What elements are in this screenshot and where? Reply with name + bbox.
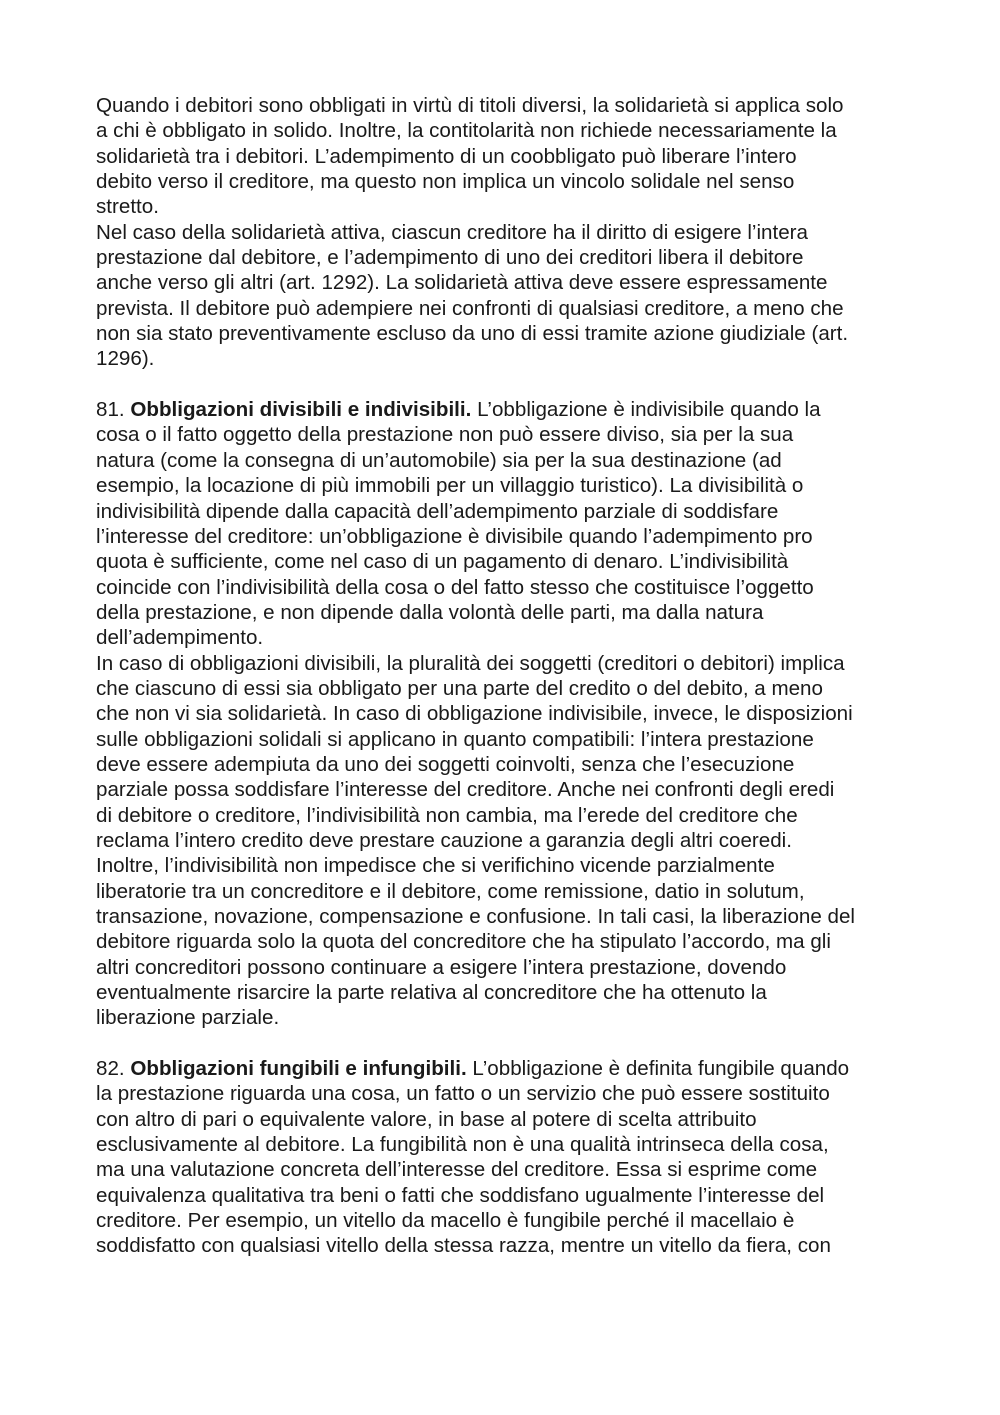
text-line: soddisfatto con qualsiasi vitello della stessa razza, mentre un vitello da fiera, con — [96, 1234, 831, 1258]
text-line: equivalenza qualitativa tra beni o fatti che soddisfano ugualmente l’interesse del — [96, 1183, 825, 1207]
text-line: parziale possa soddisfare l’interesse del creditore. Anche nei confronti degli eredi — [96, 778, 835, 802]
text-line: solidarietà tra i debitori. L’adempimento di un coobbligato può liberare l’intero — [96, 144, 797, 168]
text-line: non sia stato preventivamente escluso da uno di essi tramite azione giudiziale (art. — [96, 322, 849, 346]
text-line: esempio, la locazione di più immobili per un villaggio turistico). La divisibilità o — [96, 474, 804, 498]
text-line: natura (come la consegna di un’automobile) sia per la sua destinazione (ad — [96, 448, 782, 472]
text-line: di debitore o creditore, l’indivisibilità non cambia, ma l’erede del creditore che — [96, 803, 798, 827]
paragraph-spacer — [96, 372, 916, 397]
document-page — [96, 93, 916, 1259]
text-line: quota è sufficiente, come nel caso di un pagamento di denaro. L’indivisibilità — [96, 550, 789, 574]
text-line: a chi è obbligato in solido. Inoltre, la contitolarità non richiede necessariamente la — [96, 119, 837, 143]
text-line: dell’adempimento. — [96, 626, 264, 650]
section-82-first-line — [96, 1056, 916, 1081]
text-line: creditore. Per esempio, un vitello da macello è fungibile perché il macellaio è — [96, 1209, 795, 1233]
text-line: prevista. Il debitore può adempiere nei confronti di qualsiasi creditore, a meno che — [96, 296, 844, 320]
section-82-first-line-text: L’obbligazione è definita fungibile quando — [466, 1057, 850, 1081]
text-line: della prestazione, e non dipende dalla volontà delle parti, ma dalla natura — [96, 600, 764, 624]
section-82 — [96, 1056, 916, 1259]
text-line: liberazione parziale. — [96, 1006, 280, 1030]
text-line: prestazione dal debitore, e l’adempimento di uno dei creditori libera il debitore — [96, 246, 804, 270]
text-line: eventualmente risarcire la parte relativa al concreditore che ha ottenuto la — [96, 981, 767, 1005]
text-line: l’interesse del creditore: un’obbligazione è divisibile quando l’adempimento pro — [96, 524, 813, 548]
text-line: coincide con l’indivisibilità della cosa o del fatto stesso che costituisce l’oggetto — [96, 575, 814, 599]
text-line: reclama l’intero credito deve prestare cauzione a garanzia degli altri coeredi. — [96, 828, 792, 852]
text-line: con altro di pari o equivalente valore, in base al potere di scelta attribuito — [96, 1107, 757, 1131]
text-line: sulle obbligazioni solidali si applicano in quanto compatibili: l’intera prestazione — [96, 727, 814, 751]
text-line: In caso di obbligazioni divisibili, la pluralità dei soggetti (creditori o debitori) implica — [96, 651, 845, 675]
text-line: Inoltre, l’indivisibilità non impedisce che si verifichino vicende parzialmente — [96, 854, 775, 878]
section-81-number: 81. — [96, 398, 131, 422]
section-82-number: 82. — [96, 1057, 131, 1081]
section-81-first-line — [96, 397, 916, 422]
text-line: anche verso gli altri (art. 1292). La solidarietà attiva deve essere espressamente — [96, 271, 828, 295]
text-line: che non vi sia solidarietà. In caso di obbligazione indivisibile, invece, le disposizioni — [96, 702, 853, 726]
text-line: altri concreditori possono continuare a esigere l’intera prestazione, dovendo — [96, 955, 787, 979]
text-line: che ciascuno di essi sia obbligato per una parte del credito o del debito, a meno — [96, 676, 823, 700]
text-line: transazione, novazione, compensazione e confusione. In tali casi, la liberazione del — [96, 905, 856, 928]
text-line: ma una valutazione concreta dell’interesse del creditore. Essa si esprime come — [96, 1158, 818, 1182]
text-line: cosa o il fatto oggetto della prestazione non può essere diviso, sia per la sua — [96, 423, 794, 447]
text-line: la prestazione riguarda una cosa, un fatto o un servizio che può essere sostituito — [96, 1082, 830, 1106]
paragraph-spacer — [96, 1031, 916, 1056]
section-81-first-line-text: L’obbligazione è indivisibile quando la — [471, 398, 821, 422]
text-line: Nel caso della solidarietà attiva, ciascun creditore ha il diritto di esigere l’intera — [96, 220, 808, 244]
text-line: 1296). — [96, 347, 155, 371]
text-line: Quando i debitori sono obbligati in virtù di titoli diversi, la solidarietà si applica solo — [96, 94, 844, 117]
text-line: debito verso il creditore, ma questo non implica un vincolo solidale nel senso — [96, 170, 795, 194]
text-line: esclusivamente al debitore. La fungibilità non è una qualità intrinseca della cosa, — [96, 1133, 829, 1157]
text-line: stretto. — [96, 195, 159, 219]
text-line: indivisibilità dipende dalla capacità dell’adempimento parziale di soddisfare — [96, 499, 779, 523]
text-line: liberatorie tra un concreditore e il debitore, come remissione, datio in solutum, — [96, 879, 805, 903]
intro-paragraph — [96, 93, 916, 372]
text-line: debitore riguarda solo la quota del concreditore che ha stipulato l’accordo, ma gli — [96, 930, 831, 954]
section-81-heading: Obbligazioni divisibili e indivisibili. — [130, 398, 472, 422]
section-81 — [96, 397, 916, 1031]
text-line: deve essere adempiuta da uno dei soggetti coinvolti, senza che l’esecuzione — [96, 752, 795, 776]
section-82-heading: Obbligazioni fungibili e infungibili. — [130, 1057, 467, 1081]
